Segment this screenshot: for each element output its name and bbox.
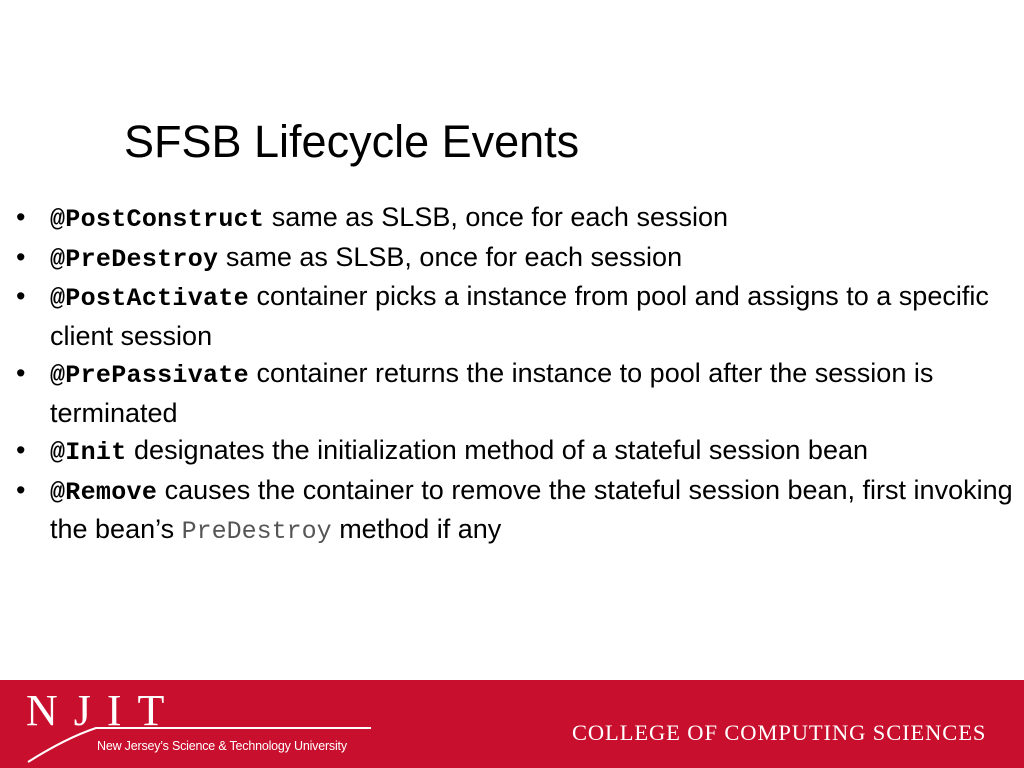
bullet-marker: •: [16, 358, 26, 388]
annotation-name: @PrePassivate: [50, 361, 249, 390]
annotation-name: @PostActivate: [50, 284, 249, 313]
logo-tagline: New Jersey’s Science & Technology University: [97, 739, 347, 753]
bullet-marker: •: [16, 474, 26, 505]
annotation-name: @Remove: [50, 477, 158, 507]
bullet-item-postconstruct: [14, 199, 1014, 239]
bullet-description: causes the container to remove the stateful session bean, first invoking the bean’s: [50, 474, 1013, 544]
inline-code-predestroy: PreDestroy: [181, 517, 332, 546]
bullet-marker: •: [16, 281, 26, 311]
bullet-item-init: [14, 432, 1014, 472]
annotation-name: @PostConstruct: [50, 205, 265, 234]
bullet-description: same as SLSB, once for each session: [225, 241, 683, 272]
bullet-description: container returns the instance to pool after the session is terminated: [50, 358, 934, 428]
bullet-item-postactivate: [14, 278, 1014, 355]
bullet-list: [14, 199, 1014, 551]
bullet-item-prepassivate: [14, 355, 1014, 432]
bullet-description: container picks a instance from pool and assigns to a specific client session: [50, 281, 989, 351]
annotation-name: @PreDestroy: [50, 244, 219, 274]
njit-logo: [26, 686, 376, 764]
logo-letters: NJIT: [26, 686, 181, 735]
bullet-marker: •: [16, 241, 26, 272]
bullet-description-tail: method if any: [339, 514, 502, 544]
bullet-description: designates the initialization method of a stateful session bean: [134, 435, 869, 465]
bullet-item-remove: [14, 472, 1014, 551]
bullet-marker: •: [16, 435, 26, 465]
bullet-marker: •: [16, 202, 26, 232]
bullet-description: same as SLSB, once for each session: [271, 202, 728, 232]
slide-title: SFSB Lifecycle Events: [124, 116, 580, 167]
footer-banner: [0, 680, 1024, 768]
bullet-item-predestroy: [14, 239, 1014, 279]
college-name: COLLEGE OF COMPUTING SCIENCES: [572, 720, 987, 745]
annotation-name: @Init: [50, 438, 127, 467]
